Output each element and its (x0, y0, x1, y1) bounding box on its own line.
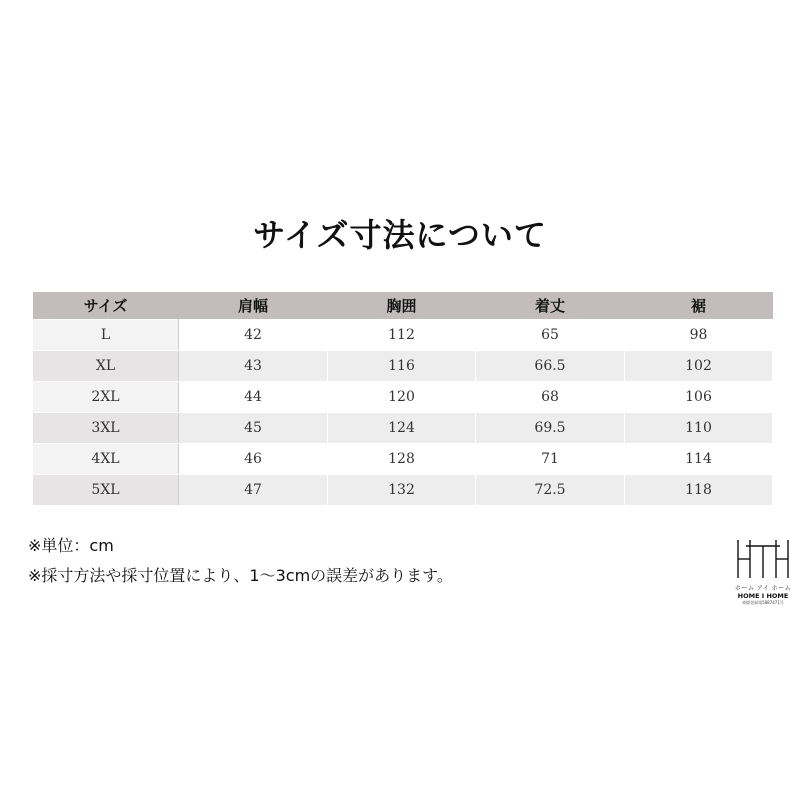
size-cell: L (33, 320, 179, 351)
length-cell: 71 (476, 444, 625, 475)
logo-registration: 商標登録第5887471号 (742, 600, 784, 605)
shoulder-cell: 43 (179, 351, 328, 382)
tolerance-note: ※採寸方法や採寸位置により、1～3cmの誤差があります。 (28, 566, 453, 585)
header-size: サイズ (33, 292, 179, 320)
chest-cell: 112 (328, 320, 476, 351)
header-chest: 胸囲 (328, 292, 476, 320)
table-row (33, 320, 773, 351)
hem-cell: 102 (625, 351, 773, 382)
table-row (33, 444, 773, 475)
hem-cell: 118 (625, 475, 773, 506)
chest-cell: 128 (328, 444, 476, 475)
size-chart-table (32, 292, 773, 506)
header-shoulder: 肩幅 (179, 292, 328, 320)
size-cell: 5XL (33, 475, 179, 506)
chest-cell: 120 (328, 382, 476, 413)
brand-logo (732, 536, 794, 618)
chest-cell: 116 (328, 351, 476, 382)
length-cell: 65 (476, 320, 625, 351)
length-cell: 69.5 (476, 413, 625, 444)
table-row (33, 475, 773, 506)
shoulder-cell: 45 (179, 413, 328, 444)
header-length: 着丈 (476, 292, 625, 320)
unit-note: ※単位：cm (28, 536, 114, 555)
shoulder-cell: 42 (179, 320, 328, 351)
page-title: サイズ寸法について (253, 216, 547, 254)
shoulder-cell: 47 (179, 475, 328, 506)
chest-cell: 124 (328, 413, 476, 444)
shoulder-cell: 44 (179, 382, 328, 413)
header-hem: 裾 (625, 292, 773, 320)
size-cell: 4XL (33, 444, 179, 475)
logo-kana: ホーム アイ ホーム (734, 585, 792, 592)
hem-cell: 98 (625, 320, 773, 351)
size-cell: 2XL (33, 382, 179, 413)
shoulder-cell: 46 (179, 444, 328, 475)
table-header-row (33, 292, 773, 320)
logo-name: HOME I HOME (737, 592, 789, 600)
length-cell: 72.5 (476, 475, 625, 506)
table-row (33, 413, 773, 444)
hem-cell: 106 (625, 382, 773, 413)
length-cell: 68 (476, 382, 625, 413)
hem-cell: 110 (625, 413, 773, 444)
size-cell: XL (33, 351, 179, 382)
chest-cell: 132 (328, 475, 476, 506)
hih-monogram-icon (732, 536, 794, 582)
length-cell: 66.5 (476, 351, 625, 382)
size-cell: 3XL (33, 413, 179, 444)
hem-cell: 114 (625, 444, 773, 475)
table-row (33, 382, 773, 413)
table-row (33, 351, 773, 382)
